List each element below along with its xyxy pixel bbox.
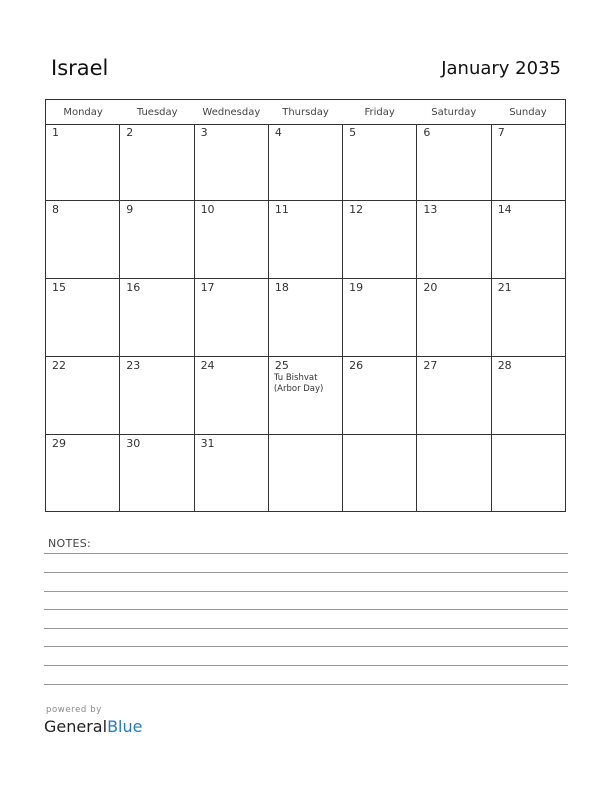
day-number: 9 xyxy=(126,203,134,216)
day-number: 27 xyxy=(423,359,438,372)
day-cell xyxy=(491,357,565,435)
day-cell xyxy=(119,201,193,279)
weekday-thursday: Thursday xyxy=(282,106,329,118)
note-line xyxy=(44,628,568,629)
day-cell xyxy=(416,201,490,279)
note-line xyxy=(44,665,568,666)
day-cell xyxy=(194,124,268,201)
day-number: 2 xyxy=(126,126,134,139)
day-cell xyxy=(46,357,119,435)
day-cell xyxy=(46,435,119,511)
day-cell xyxy=(342,435,416,511)
day-number: 13 xyxy=(423,203,438,216)
day-cell xyxy=(342,124,416,201)
week-row xyxy=(46,435,565,511)
day-cell xyxy=(491,435,565,511)
day-cell xyxy=(491,124,565,201)
day-number: 30 xyxy=(126,437,141,450)
weekday-monday: Monday xyxy=(63,106,103,118)
day-cell xyxy=(119,357,193,435)
day-cell xyxy=(491,279,565,357)
brand-general: General xyxy=(44,717,108,736)
day-cell xyxy=(342,201,416,279)
day-cell xyxy=(342,357,416,435)
day-number: 26 xyxy=(349,359,364,372)
day-cell xyxy=(268,357,342,435)
day-cell xyxy=(268,279,342,357)
weekday-wednesday: Wednesday xyxy=(202,106,261,118)
day-cell xyxy=(194,201,268,279)
day-cell xyxy=(46,279,119,357)
day-cell xyxy=(416,435,490,511)
day-number: 16 xyxy=(126,281,141,294)
day-cell xyxy=(46,124,119,201)
day-cell xyxy=(416,357,490,435)
day-number: 8 xyxy=(52,203,59,216)
day-number: 14 xyxy=(497,203,512,216)
day-number: 17 xyxy=(200,281,215,294)
day-cell xyxy=(491,201,565,279)
day-number: 22 xyxy=(52,359,66,372)
day-cell xyxy=(119,435,193,511)
powered-by-text: powered by xyxy=(46,705,102,715)
day-number: 5 xyxy=(349,126,357,139)
week-row xyxy=(46,357,565,435)
day-cell xyxy=(119,279,193,357)
day-number: 11 xyxy=(274,203,289,216)
day-cell xyxy=(268,124,342,201)
day-cell xyxy=(342,279,416,357)
weekday-header xyxy=(46,100,565,125)
day-cell xyxy=(416,279,490,357)
day-number: 18 xyxy=(274,281,289,294)
brand-blue: Blue xyxy=(107,717,143,736)
day-number: 23 xyxy=(126,359,141,372)
day-cell xyxy=(268,201,342,279)
day-number: 10 xyxy=(200,203,215,216)
day-number: 28 xyxy=(497,359,512,372)
day-cell xyxy=(268,435,342,511)
day-cell xyxy=(416,124,490,201)
day-number: 29 xyxy=(52,437,66,450)
day-number: 3 xyxy=(200,126,208,139)
country-title: Israel xyxy=(51,56,109,80)
weekday-friday: Friday xyxy=(364,106,395,118)
note-line xyxy=(44,572,568,573)
day-cell xyxy=(194,279,268,357)
note-line xyxy=(44,591,568,592)
notes-label: NOTES: xyxy=(48,537,92,550)
day-number: 20 xyxy=(423,281,438,294)
day-number: 31 xyxy=(200,437,215,450)
month-title: January 2035 xyxy=(441,58,561,79)
weekday-saturday: Saturday xyxy=(431,106,477,118)
day-cell xyxy=(119,124,193,201)
week-row xyxy=(46,124,565,201)
holiday-label: Tu Bishvat (Arbor Day) xyxy=(273,373,324,394)
day-number: 12 xyxy=(349,203,364,216)
day-number: 1 xyxy=(52,126,59,139)
day-cell xyxy=(194,435,268,511)
day-number: 24 xyxy=(200,359,215,372)
day-number: 4 xyxy=(274,126,282,139)
note-line xyxy=(44,646,568,647)
weekday-tuesday: Tuesday xyxy=(136,106,178,118)
day-number: 21 xyxy=(497,281,512,294)
weekday-sunday: Sunday xyxy=(509,106,547,118)
note-line xyxy=(44,684,568,685)
note-line xyxy=(44,609,568,610)
day-number: 19 xyxy=(349,281,364,294)
day-number: 7 xyxy=(497,126,505,139)
day-number: 15 xyxy=(52,281,66,294)
day-number: 6 xyxy=(423,126,431,139)
day-number: 25 xyxy=(274,359,289,372)
week-row xyxy=(46,201,565,279)
generalblue-logo xyxy=(44,717,142,736)
day-cell xyxy=(46,201,119,279)
calendar-grid xyxy=(45,99,566,512)
day-cell xyxy=(194,357,268,435)
week-row xyxy=(46,279,565,357)
note-line xyxy=(44,553,568,554)
